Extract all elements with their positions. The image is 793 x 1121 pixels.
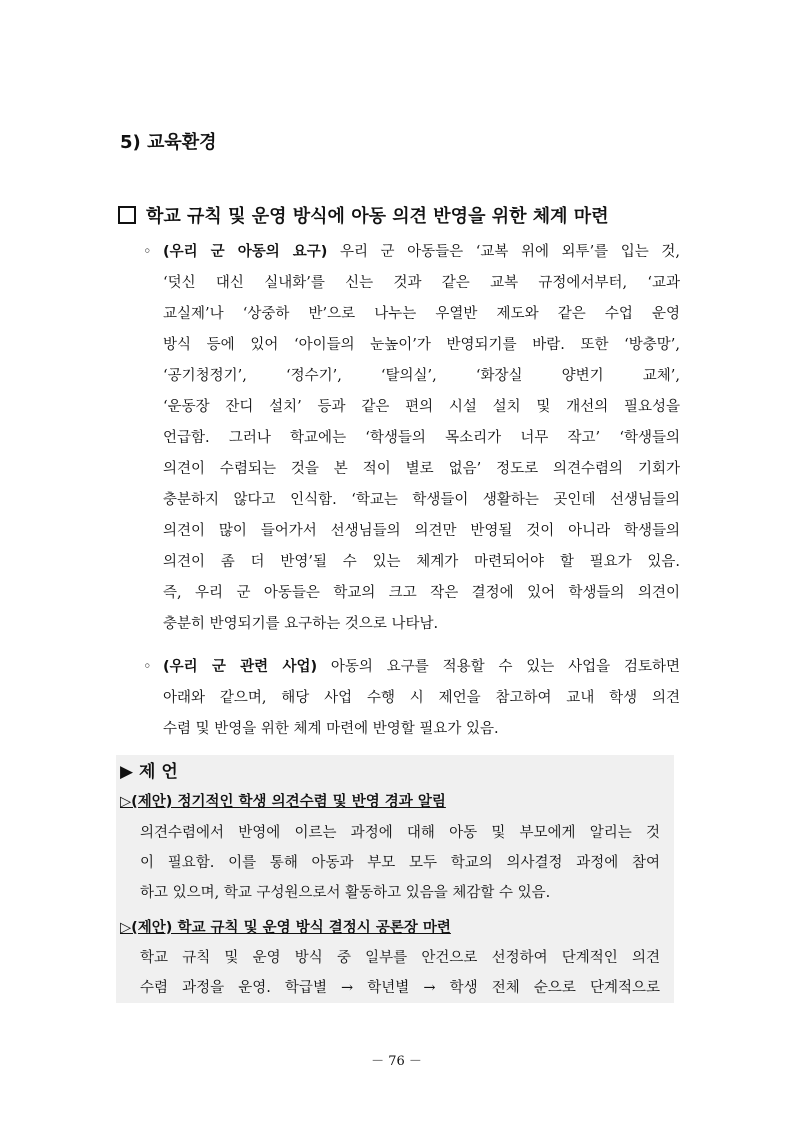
proposal-body	[140, 943, 660, 1003]
proposal-line: 학교 규칙 및 운영 방식 중 일부를 안건으로 선정하여 단계적인 의견	[140, 950, 660, 966]
paragraph-label: (우리 군 아동의 요구)	[163, 244, 328, 260]
paragraph-related-projects	[143, 652, 680, 745]
paragraph-line: 수렴 및 반영을 위한 체계 마련에 반영할 필요가 있음.	[163, 721, 499, 737]
paragraph-line: 방식 등에 있어 ‘아이들의 눈높이’가 반영되기를 바람. 또한 ‘방충망’,	[163, 337, 680, 353]
paragraph-line: 충분하지 않다고 인식함. ‘학교는 학생들이 생활하는 곳인데 선생님들의	[163, 492, 680, 508]
paragraph-line: ‘덧신 대신 실내화’를 신는 것과 같은 교복 규정에서부터, ‘교과	[163, 275, 680, 291]
paragraph-line: 의견이 좀 더 반영’될 수 있는 체계가 마련되어야 할 필요가 있음.	[163, 554, 680, 570]
checkbox-icon	[118, 206, 136, 224]
paragraph-line: 의견이 많이 들어가서 선생님들의 의견만 반영될 것이 아니라 학생들의	[163, 523, 680, 539]
paragraph-line: 언급함. 그러나 학교에는 ‘학생들의 목소리가 너무 작고’ ‘학생들의	[163, 430, 680, 446]
proposal-line: 하고 있으며, 학교 구성원으로서 활동하고 있음을 체감할 수 있음.	[140, 885, 551, 901]
paragraph-line: 의견이 수렴되는 것을 본 적이 별로 없음’ 정도로 의견수렴의 기회가	[163, 461, 680, 477]
section-title: 5) 교육환경	[120, 132, 217, 153]
paragraph-line: 아래와 같으며, 해당 사업 수행 시 제언을 참고하여 교내 학생 의견	[163, 690, 680, 706]
paragraph-label: (우리 군 관련 사업)	[163, 659, 318, 675]
paragraph-line: ◦ (우리 군 관련 사업) 아동의 요구를 적용할 수 있는 사업을 검토하면	[143, 652, 680, 683]
proposal-heading: ▷(제안) 학교 규칙 및 운영 방식 결정시 공론장 마련	[120, 920, 451, 936]
heading-text: 학교 규칙 및 운영 방식에 아동 의견 반영을 위한 체계 마련	[146, 206, 609, 227]
proposal-heading: ▷(제안) 정기적인 학생 의견수렴 및 반영 경과 알림	[120, 794, 446, 810]
paragraph-line: ‘공기청정기’, ‘정수기’, ‘탈의실’, ‘화장실 양변기 교체’,	[163, 368, 680, 384]
page-number: － 76 －	[371, 1054, 422, 1069]
paragraph-line: ◦ (우리 군 아동의 요구) 우리 군 아동들은 ‘교복 위에 외투’를 입는 것,	[143, 237, 680, 268]
bullet-icon: ◦	[143, 244, 152, 260]
proposal-line: 수렴 과정을 운영. 학급별 → 학년별 → 학생 전체 순으로 단계적으로	[140, 980, 660, 996]
paragraph-child-needs	[143, 237, 680, 640]
proposal-line: 이 필요함. 이를 통해 아동과 부모 모두 학교의 의사결정 과정에 참여	[140, 855, 660, 871]
heading	[118, 202, 678, 228]
proposal-body	[140, 818, 660, 908]
paragraph-line: 교실제’나 ‘상중하 반’으로 나누는 우열반 제도와 같은 수업 운영	[163, 306, 680, 322]
paragraph-line: 즉, 우리 군 아동들은 학교의 크고 작은 결정에 있어 학생들의 의견이	[163, 585, 680, 601]
paragraph-line: 충분히 반영되기를 요구하는 것으로 나타남.	[163, 616, 439, 632]
paragraph-line: ‘운동장 잔디 설치’ 등과 같은 편의 시설 설치 및 개선의 필요성을	[163, 399, 680, 415]
proposal-line: 의견수렴에서 반영에 이르는 과정에 대해 아동 및 부모에게 알리는 것	[140, 825, 660, 841]
proposal-title: ▶ 제 언	[120, 762, 178, 782]
bullet-icon: ◦	[143, 659, 152, 675]
